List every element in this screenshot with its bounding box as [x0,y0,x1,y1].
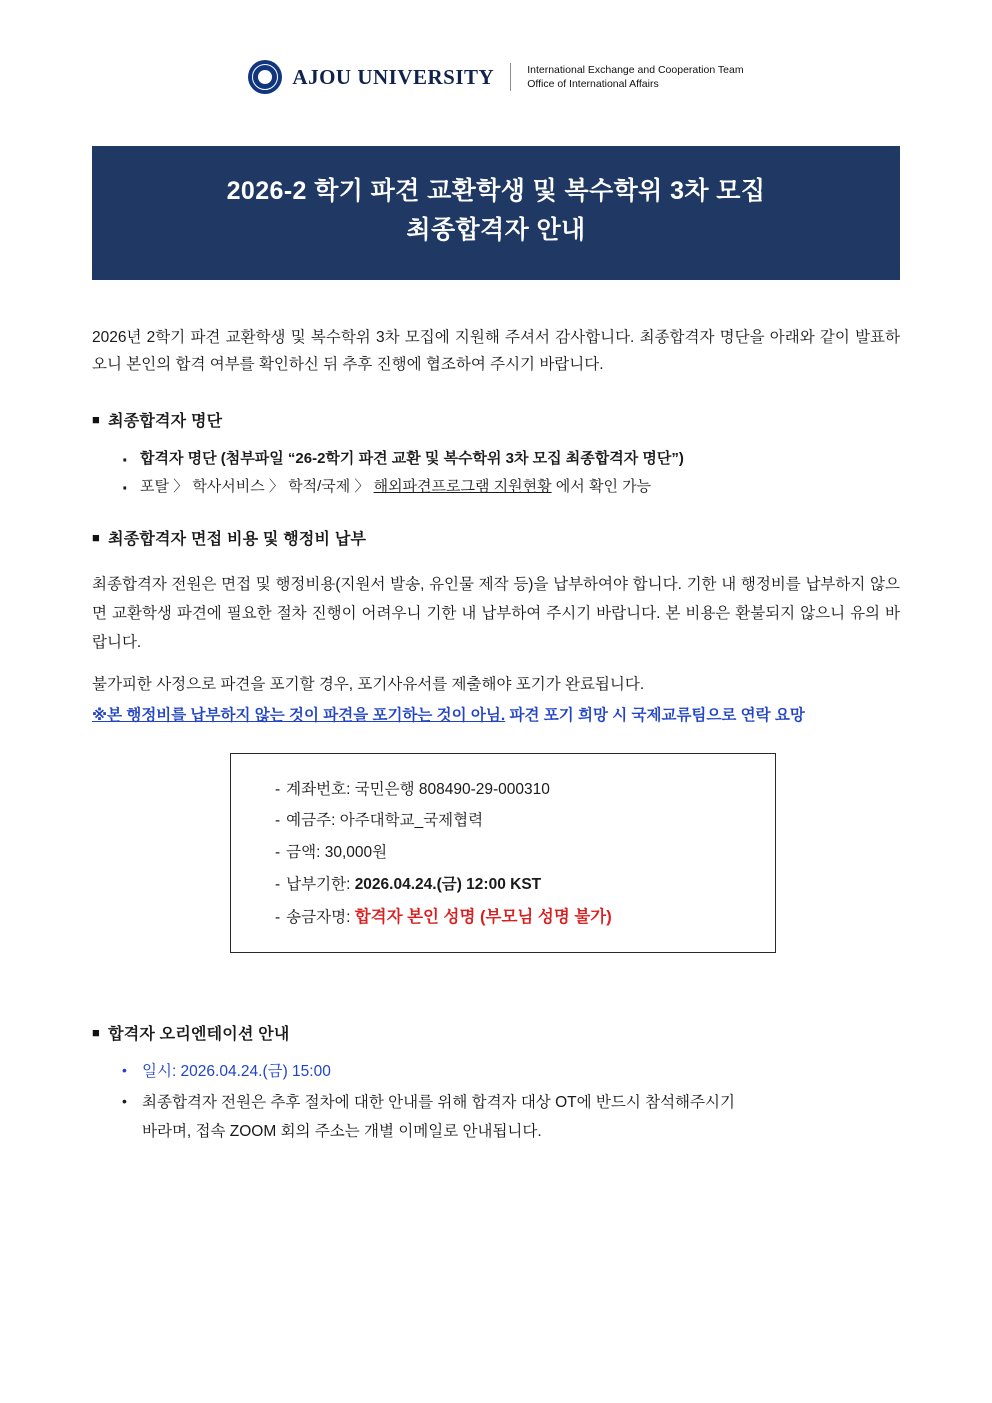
payment-holder [275,805,775,837]
section-1-heading-text: 최종합격자 명단 [108,412,223,430]
ot-datetime: 일시: 2026.04.24.(금) 15:00 [142,1063,331,1081]
due-value: 2026.04.24.(금) 12:00 KST [354,875,542,893]
square-bullet-icon: ■ [92,1025,101,1041]
warning-underlined-text: ※본 행정비를 납부하지 않는 것이 파견을 포기하는 것이 아님. [92,706,506,724]
amount-label: 금액: [286,844,321,862]
account-value: 국민은행 808490-29-000310 [354,780,550,798]
payment-amount [275,837,775,869]
warning-rest-text: 파견 포기 희망 시 국제교류팀으로 연락 요망 [505,706,805,724]
header-divider [510,63,511,91]
section-3-heading [92,1021,900,1044]
section-1-heading [92,408,900,431]
section-2-paragraph-2: 불가피한 사정으로 파견을 포기할 경우, 포기사유서를 제출해야 포기가 완료됩니다. [92,676,645,694]
title-line-2: 최종합격자 안내 [406,215,586,244]
payment-account [275,774,775,806]
document-header [92,60,900,94]
list-item [120,473,900,501]
office-name [527,63,743,91]
account-label: 계좌번호: [286,780,351,798]
section-2-warning [92,702,900,731]
sender-label: 송금자명: [286,908,351,926]
list-item [120,1089,900,1146]
holder-value: 아주대학교_국제협력 [339,812,484,830]
payment-info-box [230,753,776,954]
list-item [120,445,900,473]
payment-sender [275,901,775,935]
section-2-paragraph-1: 최종합격자 전원은 면접 및 행정비용(지원서 발송, 유인물 제작 등)을 납부하여야 합니다. 기한 내 행정비를 납부하지 않으면 교환학생 파견에 필요한 절차 진행이 어려우니 기한 내 납부하여 주시기 바랍니다. 본 비용은 환불되지 않으니 유의 바랍니다. [92,576,900,651]
amount-value: 30,000원 [324,844,388,862]
intro-paragraph: 2026년 2학기 파견 교환학생 및 복수학위 3차 모집에 지원해 주셔서 감사합니다. 최종합격자 명단을 아래와 같이 발표하오니 본인의 합격 여부를 확인하신 뒤 추후 진행에 협조하여 주시기 바랍니다. [92,328,900,373]
sender-value: 합격자 본인 성명 (부모님 성명 불가) [354,907,612,926]
dash-icon: - [275,812,281,830]
list-item [120,1058,900,1087]
square-bullet-icon: ■ [92,530,101,546]
title-banner [92,146,900,280]
office-line-1: International Exchange and Cooperation Team [527,63,744,76]
section-3 [92,1021,900,1146]
payment-due [275,869,775,901]
portal-path-after: 에서 확인 가능 [551,477,652,495]
section-2-heading-text: 최종합격자 면접 비용 및 행정비 납부 [108,531,367,549]
dash-icon: - [275,908,281,926]
section-1-list [92,445,900,501]
dash-icon: - [275,844,281,862]
ot-note-line-2: 바라며, 접속 ZOOM 회의 주소는 개별 이메일로 안내됩니다. [142,1122,542,1140]
dash-icon: - [275,875,281,893]
portal-path-link[interactable]: 해외파견프로그램 지원현황 [373,477,552,495]
square-bullet-icon: ■ [92,411,101,427]
section-2-heading [92,526,900,549]
dash-icon: - [275,780,281,798]
due-label: 납부기한: [286,875,351,893]
office-line-2: Office of International Affairs [527,78,659,90]
section-3-list [92,1058,900,1146]
university-wordmark: AJOU UNIVERSITY [292,64,495,89]
holder-label: 예금주: [286,812,336,830]
ajou-seal-icon [248,60,282,94]
section-1-item-1: 합격자 명단 (첨부파일 “26-2학기 파견 교환 및 복수학위 3차 모집 최종합격자 명단”) [140,449,684,467]
portal-path-before: 포탈 〉 학사서비스 〉 학적/국제 〉 [140,477,374,495]
ot-note-line-1: 최종합격자 전원은 추후 절차에 대한 안내를 위해 합격자 대상 OT에 반드시 참석해주시기 [142,1094,735,1112]
title-line-1: 2026-2 학기 파견 교환학생 및 복수학위 3차 모집 [226,177,766,205]
section-3-heading-text: 합격자 오리엔테이션 안내 [108,1026,290,1044]
